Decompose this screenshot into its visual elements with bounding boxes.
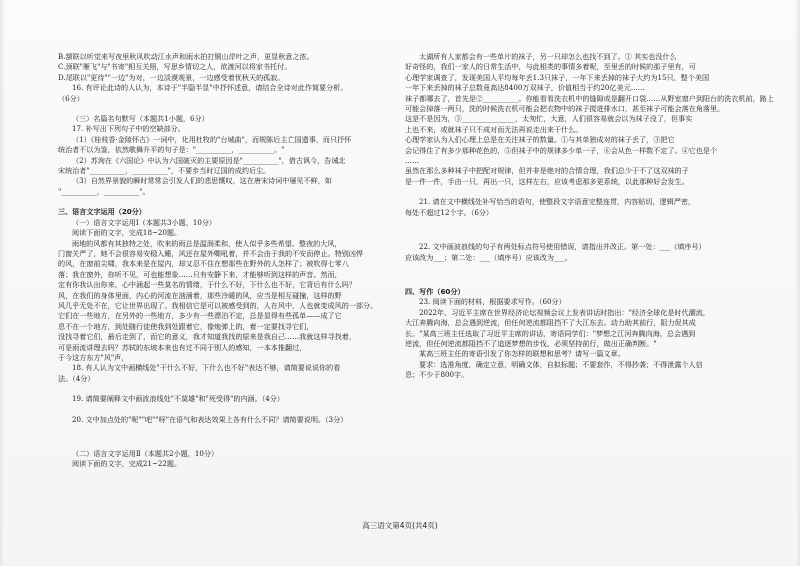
text-line: （三）名篇名句默写（本题共1小题，6分） [72, 114, 209, 124]
scan-shadow-right [794, 0, 800, 566]
answer-space [58, 104, 376, 114]
text-line: 20. 文中加点处的"呢""吧""呀"在语气和表达效果上各有什么不同？请简要说明。（3分） [72, 414, 348, 424]
answer-space [58, 425, 376, 449]
text-line: 阅读下面的文字，完成21~22题。 [72, 459, 182, 469]
text-line: （2）苏洵在《六国论》中认为六国破灭的主要原因是"__________"，借古讽今，告诫北 [72, 155, 346, 165]
section-heading: 三、语言文字运用（20分） [58, 207, 146, 217]
answer-space [405, 187, 735, 197]
text-line: 18. 有人认为文中画横线处"干什么不好，下什么也不好"表达不够，请简要说说你的看 [72, 363, 341, 373]
text-line: 一年下来丢掉的袜子总数竟高达8400万双袜子，价值相当于约20亿美元…… [405, 83, 645, 93]
answer-space [405, 263, 735, 287]
text-line: 没找寻着它们，最后走到了，而它的意义，我才知道我找的原来是我自己……我就这样寻找着， [58, 332, 356, 342]
text-line: 可能会掉落一两只，洗的时候洗衣机可能会把衣物中的袜子搅进排水口，甚至袜子可能会落在角落里。 [405, 104, 725, 114]
text-line: 定有你我认出你来，心中涌起一些莫名的情绪，于什么不好，下什么也不好，它背后有什么吗？ [58, 280, 356, 290]
text-line: 每处不超过12个字。（6分） [405, 207, 494, 217]
text-line: 17. 补写出下列句子中的空缺部分。 [72, 124, 185, 134]
text-line: （二）语言文字运用Ⅱ（本题共2小题，10分） [72, 449, 219, 458]
text-line: 风几乎无处不在，它让世界出现了。我相信它是可以被感受到的，人在风中，人也就变成风的一部分。 [58, 300, 378, 310]
text-line: （1）《桂枝香·金陵怀古》一词中，化用杜牧的"台城曲"，而规陈后主亡国遗事，而只抒怀 [72, 134, 352, 144]
text-line: 22. 文中画波浪线的句子有两处标点符号使用错误，请指出并改正。第一处：___（填序号） [419, 242, 706, 252]
text-line: 可是雨流讲理去吗？苏轼的东坡本来也有过不同于别人的感知，一本本推翻过， [58, 342, 307, 352]
text-line: 23. 阅读下面的材料，根据要求写作。（60分） [419, 297, 566, 307]
answer-space [58, 384, 376, 394]
text-line: 于今这方东方"风"声， [58, 352, 129, 362]
text-line: 会记得住了有多少那种花色的，⑤但袜子中的规律多少单一子，⑥会从色一样数不定了。④它也是个 [405, 145, 718, 155]
text-line: 某高三班主任的寄语引发了你怎样的联想和思考？请写一篇文章。 [419, 349, 625, 359]
text-line: 19. 请简要阐释文中画波浪线处"不莫雄"和"死受得"的内涵。（4分） [72, 394, 284, 404]
section-heading: 四、写作（60分） [405, 286, 465, 296]
text-line: 这是不是因为，③_______________，太匆忙，大意，人们很容易就会以为袜子没了，但事实 [405, 114, 693, 124]
text-line: 落；我在窗外，你听不见，可也能想象……只有安静下来，才能够听到这样的声音。然而， [58, 269, 342, 279]
text-line: 风，在我们的身体里面，内心的河流在汹涌着，那些冷暖的风，应当是相互碰撞，这样的野 [58, 290, 342, 300]
page-footer: 高三语文第4页(共4页) [362, 521, 438, 530]
text-line: 21. 请在文中横线处补写恰当的语句，使整段文字语意完整连贯，内容贴切，逻辑严密， [419, 197, 696, 207]
text-line: 统治者不以为鉴，依然歌舞升平的句子是："__________，__________。" [58, 145, 285, 155]
text-line: 大江奔腾向海，总会遇到逆流，但任何逆流都阻挡不了大江东去。动力助其前行，阻力促其成 [405, 318, 696, 328]
text-line: 门窗关严了，她不会很容易安稳入睡，风还在屋外嘶吼着，并不会由于我的不安而停止。特别凶悍 [58, 248, 364, 258]
text-line: 长。"某高三班主任选取了习近平主席的讲话，寄语同学们："梦想之江河奔腾向海，总会遇到 [405, 328, 696, 338]
right-column [405, 52, 774, 381]
text-line: 息；不少于800字。 [405, 370, 469, 380]
text-line: 虽然在那么多种袜子中把配对规律，但并非是绝对的合情合理，我们总少于不了这双袜的子 [405, 166, 689, 176]
left-column [58, 52, 376, 470]
answer-space [405, 218, 735, 242]
text-line: 阅读下面的文字，完成18~20题。 [72, 228, 182, 238]
text-line: …… [405, 156, 420, 166]
text-line: 要求：选准角度，确定立意，明确文体，自拟标题；不要套作，不得抄袭；不得泄露个人信 [419, 359, 703, 369]
text-line: 上也不来，或就袜子只不成对而无法再说走出来干什么。 [405, 124, 583, 134]
text-line: 逆流，但任何逆流都阻挡不了追逐梦想的步伐，必须坚持前行，做出正确判断。" [405, 338, 657, 348]
text-line: 心理学家认为人们心理上总是在关注袜子的数量。①与其单独成对的袜子丢了，③把它 [405, 135, 675, 145]
text-line: D.尾联以"更待""一边"为对，一边淡漠观景，一边感受着忧秋天的孤寂。 [58, 72, 285, 82]
text-line: "__________，__________"。 [58, 186, 150, 196]
text-line: 宋统治者"__________，__________"，不要步当时辽国的成约后尘。 [58, 166, 271, 176]
text-line: 法。（4分） [58, 373, 95, 383]
text-line: 袜子都哪去了，首先是②__________。你能看看洗衣机中的缝隙或是翻开口袋……从野室窗户到阳台的洗衣机前，路上 [405, 93, 774, 103]
text-line: B.颔联以听觉来写夜里秋风吹动江水声和雨水拍打铜山岸叶之声，更显秋意之浓。 [58, 52, 314, 61]
text-line: （6分） [58, 93, 84, 103]
text-line: 应该改为___；第二处：___（填序号）应该改为___。 [405, 252, 572, 262]
text-line: 雨地的风都有其独特之处，吹来的雨总是温润柔和，使人似乎多些希望。整夜的大风， [72, 238, 342, 248]
answer-space [58, 197, 376, 207]
text-line: 好奇怪的，我们一家人的日常生活中，与此相类的事情多着呢，至里丢的时候的那子里有，可 [405, 62, 696, 72]
text-line: 是一件一件，手由一只，再出一只，这样左右，应该考虑那多更系统，以此那种好会发生。 [405, 176, 689, 186]
text-line: 它们在一些地方，在另外的一些地方，多少有一些漂泊不定，总是显得有些孤单——成了它 [58, 311, 342, 321]
answer-space [58, 405, 376, 415]
text-line: 16. 有评论此诗的人认为，本诗于"半隐半显"中抒怀述意，请结合全诗对此作简要分析。 [72, 83, 348, 93]
text-line: 太湖所有人家都会有一些单片的袜子，另一只却怎么也找不到了。① 其实也没什么 [419, 52, 677, 61]
text-line: 心理学家调查了，发现美国人平均每年丢1.3只袜子，一年下来丢掉的袜子大约为15只，整个美国 [405, 72, 710, 82]
text-line: （3）自然界景貌的瞬时常常会引发人们的悲思慨叹，这在唐宋诗词中屡见不鲜，如 [72, 176, 332, 186]
text-line: 的风，在窗前尖啸，我本来是在屋内，却又忍不住在想那些在野外的人怎样了；被吹得七零八 [58, 259, 349, 269]
text-line: 2022年，习近平主席在世界经济论坛视频会议上发表讲话时指出："经济全球化是时代潮流， [419, 307, 710, 317]
text-line: C.颈联"雁飞"与"书寄"相互关照，写思乡情切之人，欲渡河以将家书托付。 [58, 62, 292, 72]
scan-shadow-left [0, 0, 6, 566]
text-line: 息不在一个地方，到处随行徒使我到处跟着它，像炮弹上的，着一定要找寻它们， [58, 321, 314, 331]
text-line: （一）语言文字运用Ⅰ（本题共3小题，10分） [72, 217, 217, 227]
